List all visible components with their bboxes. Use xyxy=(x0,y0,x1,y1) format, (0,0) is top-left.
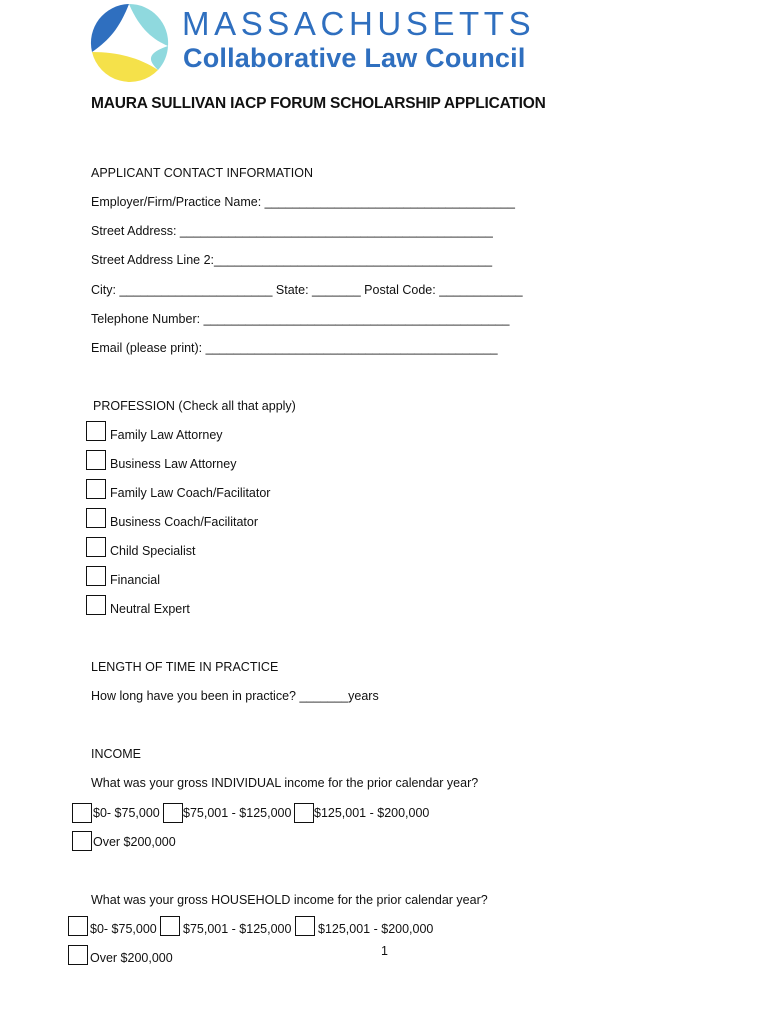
income-heading: INCOME xyxy=(91,747,141,761)
income-option-label: $75,001 - $125,000 xyxy=(183,806,292,820)
household-income-checkbox[interactable] xyxy=(68,945,88,965)
org-name-line2: Collaborative Law Council xyxy=(183,43,526,73)
profession-option-label: Business Coach/Facilitator xyxy=(110,515,258,529)
household-income-checkbox[interactable] xyxy=(160,916,180,936)
org-name-line1: MASSACHUSETTS xyxy=(182,5,536,42)
contact-heading: APPLICANT CONTACT INFORMATION xyxy=(91,166,314,180)
form-title: MAURA SULLIVAN IACP FORUM SCHOLARSHIP APPLICATION xyxy=(91,95,546,112)
profession-checkbox[interactable] xyxy=(86,566,106,586)
council-logo-icon xyxy=(88,2,170,84)
practice-heading: LENGTH OF TIME IN PRACTICE xyxy=(91,660,279,674)
profession-checkbox[interactable] xyxy=(86,508,106,528)
profession-option-label: Family Law Attorney xyxy=(110,428,223,442)
income-option-label: Over $200,000 xyxy=(93,835,176,849)
city-state-postal-field[interactable]: City: ______________________ State: _______ Postal Code: ____________ xyxy=(91,283,523,297)
household-income-checkbox[interactable] xyxy=(68,916,88,936)
profession-checkbox[interactable] xyxy=(86,537,106,557)
street-address-line2-field[interactable]: Street Address Line 2:________________________________________ xyxy=(91,253,493,267)
individual-income-question: What was your gross INDIVIDUAL income for the prior calendar year? xyxy=(91,776,479,790)
income-option-label: $0- $75,000 xyxy=(93,806,160,820)
income-option-label: $0- $75,000 xyxy=(90,922,157,936)
email-field[interactable]: Email (please print): __________________________________________ xyxy=(91,341,498,355)
profession-option-label: Family Law Coach/Facilitator xyxy=(110,486,271,500)
individual-income-checkbox[interactable] xyxy=(72,831,92,851)
profession-option-label: Neutral Expert xyxy=(110,602,190,616)
household-income-question: What was your gross HOUSEHOLD income for the prior calendar year? xyxy=(91,893,488,907)
income-option-label: $125,001 - $200,000 xyxy=(314,806,430,820)
page-number: 1 xyxy=(381,944,388,958)
employer-field[interactable]: Employer/Firm/Practice Name: ____________________________________ xyxy=(91,195,515,209)
profession-checkbox[interactable] xyxy=(86,421,106,441)
profession-option-label: Financial xyxy=(110,573,161,587)
profession-checkbox[interactable] xyxy=(86,479,106,499)
profession-checkbox[interactable] xyxy=(86,595,106,615)
income-option-label: Over $200,000 xyxy=(90,951,173,965)
practice-years-field[interactable]: How long have you been in practice? _______years xyxy=(91,689,379,703)
individual-income-checkbox[interactable] xyxy=(163,803,183,823)
income-option-label: $75,001 - $125,000 xyxy=(183,922,292,936)
profession-checkbox[interactable] xyxy=(86,450,106,470)
profession-option-label: Child Specialist xyxy=(110,544,196,558)
telephone-field[interactable]: Telephone Number: ____________________________________________ xyxy=(91,312,510,326)
household-income-checkbox[interactable] xyxy=(295,916,315,936)
profession-heading: PROFESSION (Check all that apply) xyxy=(93,399,296,413)
individual-income-checkbox[interactable] xyxy=(294,803,314,823)
individual-income-checkbox[interactable] xyxy=(72,803,92,823)
profession-option-label: Business Law Attorney xyxy=(110,457,237,471)
income-option-label: $125,001 - $200,000 xyxy=(318,922,434,936)
street-address-field[interactable]: Street Address: _____________________________________________ xyxy=(91,224,493,238)
